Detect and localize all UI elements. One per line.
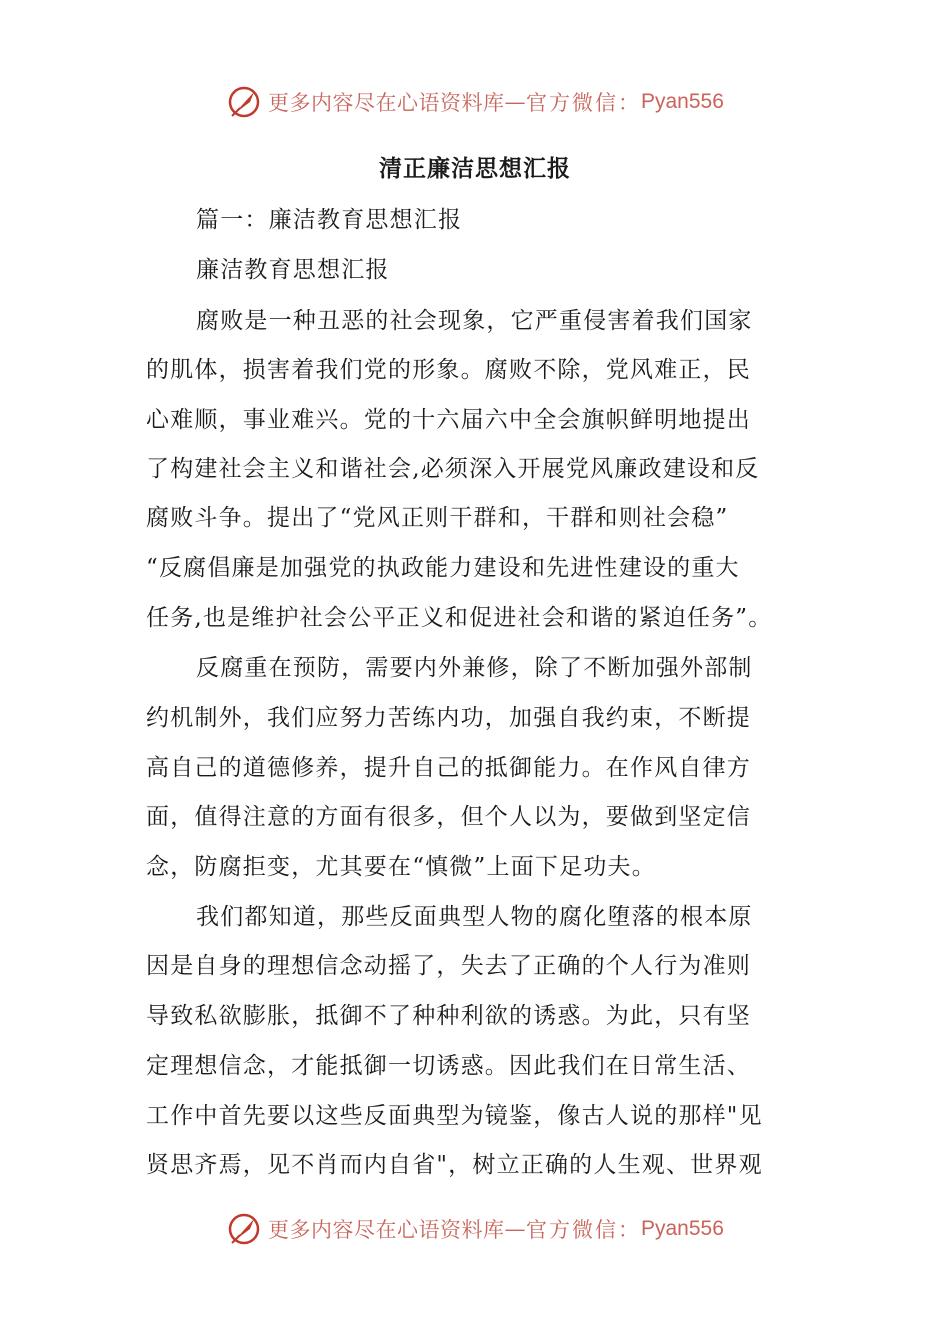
banner-wechat-label: 官方微信：: [526, 1218, 641, 1242]
paragraph-line: 念，防腐拒变，尤其要在“慎微”上面下足功夫。: [146, 854, 656, 880]
banner-text: 更多内容尽在心语资料库: [268, 91, 505, 115]
paragraph-line: 定理想信念，才能抵御一切诱惑。因此我们在日常生活、: [146, 1053, 751, 1079]
banner-dash: —: [504, 90, 526, 114]
quill-logo-icon: [226, 84, 262, 120]
footer-watermark-banner: [226, 1209, 724, 1249]
paragraph-line: 任务,也是维护社会公平正义和促进社会和谐的紧迫任务”。: [146, 605, 773, 631]
paragraph-line: 腐败是一种丑恶的社会现象，它严重侵害着我们国家: [196, 308, 753, 334]
paragraph-line: 腐败斗争。提出了“党风正则干群和，干群和则社会稳”: [146, 505, 729, 531]
paragraph-line: 的肌体，损害着我们党的形象。腐败不除，党风难正，民: [146, 357, 751, 383]
paragraph-line: 面，值得注意的方面有很多，但个人以为，要做到坚定信: [146, 804, 751, 830]
paragraph-line: 高自己的道德修养，提升自己的抵御能力。在作风自律方: [146, 755, 751, 781]
paragraph-line: 约机制外，我们应努力苦练内功，加强自我约束，不断提: [146, 705, 751, 731]
banner-wechat-label: 官方微信：: [526, 91, 641, 115]
paragraph-line: 了构建社会主义和谐社会,必须深入开展党风廉政建设和反: [146, 456, 760, 482]
banner-dash: —: [504, 1217, 526, 1241]
paragraph-line: 贤思齐焉，见不肖而内自省"，树立正确的人生观、世界观: [146, 1152, 763, 1178]
paragraph-line: “反腐倡廉是加强党的执政能力建设和先进性建设的重大: [146, 555, 740, 581]
subheading: 廉洁教育思想汇报: [196, 257, 390, 283]
paragraph-line: 工作中首先要以这些反面典型为镜鉴，像古人说的那样"见: [146, 1103, 763, 1129]
paragraph-line: 导致私欲膨胀，抵御不了种种利欲的诱惑。为此，只有坚: [146, 1003, 751, 1029]
banner-wechat-id: Pyan556: [641, 1217, 724, 1240]
paragraph-line: 因是自身的理想信念动摇了，失去了正确的个人行为准则: [146, 953, 751, 979]
paragraph-line: 我们都知道，那些反面典型人物的腐化堕落的根本原: [196, 904, 753, 930]
banner-text: 更多内容尽在心语资料库: [268, 1218, 505, 1242]
document-title: 清正廉洁思想汇报: [379, 155, 571, 182]
header-watermark-banner: [226, 82, 724, 122]
quill-logo-icon: [226, 1211, 262, 1247]
paragraph-line: 心难顺，事业难兴。党的十六届六中全会旗帜鲜明地提出: [146, 407, 751, 433]
section-heading: 篇一：廉洁教育思想汇报: [196, 207, 463, 233]
paragraph-line: 反腐重在预防，需要内外兼修，除了不断加强外部制: [196, 655, 753, 681]
banner-wechat-id: Pyan556: [641, 90, 724, 113]
